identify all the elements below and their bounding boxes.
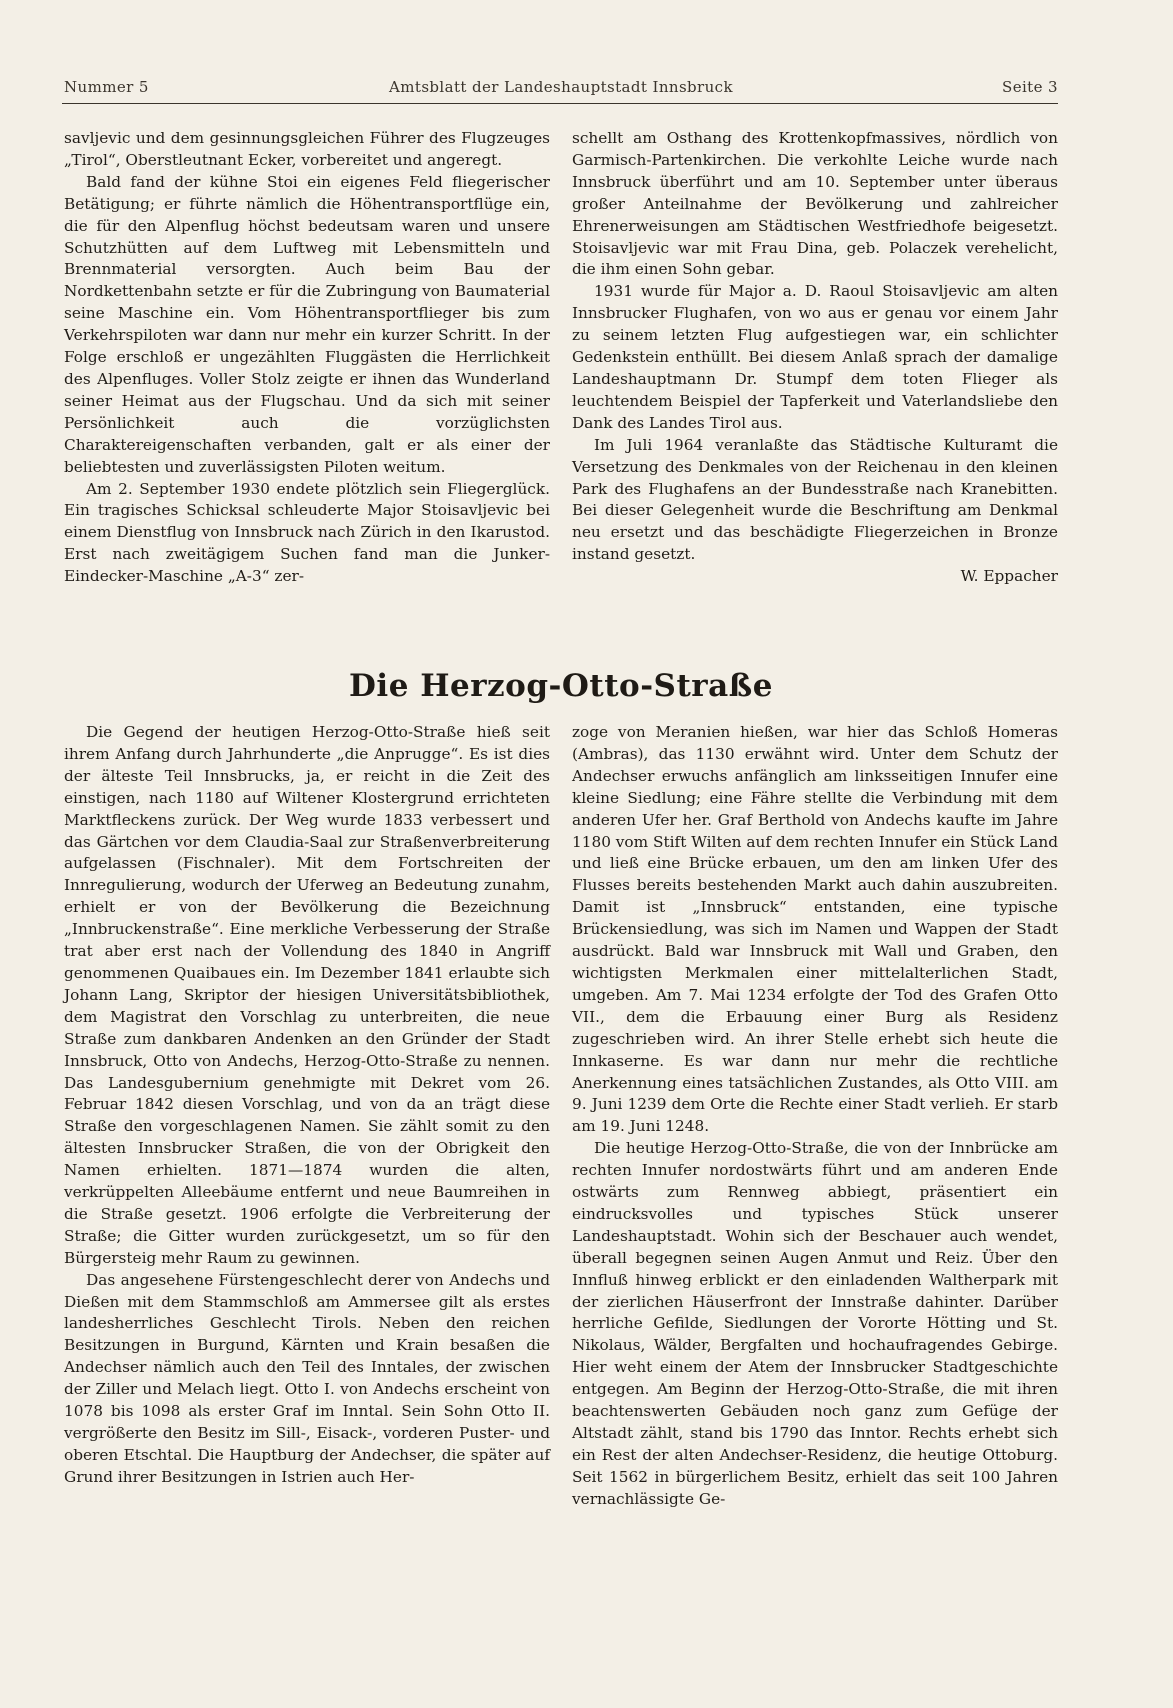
paragraph: savljevic und dem gesinnungsgleichen Führer des Flugzeuges „Tirol“, Oberstleutnant Ecker, vorbereitet und angeregt. <box>64 129 550 169</box>
paragraph: schellt am Osthang des Krottenkopfmassives, nördlich von Garmisch-Partenkirchen. Die verkohlte Leiche wurde nach Innsbruck überführt und am 10. September unter überaus großer Anteilnahme der Bevölkerung und zahlreicher Ehrenerweisungen am Städtischen Westfriedhofe beigesetzt. Stoisavljevic war mit Frau Dina, geb. Polaczek verehelicht, die ihm einen Sohn gebar. <box>572 129 1058 279</box>
paragraph: Das angesehene Fürstengeschlecht derer von Andechs und Dießen mit dem Stammschloß am Ammersee gilt als erstes landesherrliches Geschlecht Tirols. Neben den reichen Besitzungen in Burgund, Kärnten und Krain besaßen die Andechser nämlich auch den Teil des Inntales, der zwischen der Ziller und Melach liegt. Otto I. von Andechs erscheint von 1078 bis 1098 als erster Graf im Inntal. Sein Sohn Otto II. vergrößerte den Besitz im Sill-, Eisack-, vorderen Puster- und oberen Etschtal. Die Hauptburg der Andechser, die später auf Grund ihrer Besitzungen in Istrien auch Her- <box>64 1270 550 1486</box>
paragraph: Im Juli 1964 veranlaßte das Städtische Kulturamt die Versetzung des Denkmales von der Reichenau in den kleinen Park des Flughafens an der Bundesstraße nach Kranebitten. Bei dieser Gelegenheit wurde die Beschriftung am Denkmal neu ersetzt und das beschädigte Fliegerzeichen in Bronze instand gesetzt. <box>572 435 1058 564</box>
article2-column-right <box>572 722 1058 1511</box>
paragraph: zoge von Meranien hießen, war hier das Schloß Homeras (Ambras), das 1130 erwähnt wird. Unter dem Schutz der Andechser erwuchs anfänglich am linksseitigen Innufer eine kleine Siedlung; eine Fähre stellte die Verbindung mit dem anderen Ufer her. Graf Berthold von Andechs kaufte im Jahre 1180 vom Stift Wilten auf dem rechten Innufer ein Stück Land und ließ eine Brücke erbauen, um den am linken Ufer des Flusses bereits bestehenden Markt auch dahin auszubreiten. Damit ist „Innsbruck“ entstanden, eine typische Brückensiedlung, was sich im Namen und Wappen der Stadt ausdrückt. Bald war Innsbruck mit Wall und Graben, den wichtigsten Merkmalen einer mittelalterlichen Stadt, umgeben. Am 7. Mai 1234 erfolgte der Tod des Grafen Otto VII., dem die Erbauung einer Burg als Residenz zugeschrieben wird. An ihrer Stelle erhebt sich heute die Innkaserne. Es war dann nur mehr die rechtliche Anerkennung eines tatsächlichen Zustandes, als Otto VIII. am 9. Juni 1239 dem Orte die Rechte einer Stadt verlieh. Er starb am 19. Juni 1248. <box>572 723 1059 1136</box>
article-title: Die Herzog-Otto-Straße <box>349 668 773 704</box>
paragraph: Am 2. September 1930 endete plötzlich sein Fliegerglück. Ein tragisches Schicksal schleuderte Major Stoisavljevic bei einem Dienstflug von Innsbruck nach Zürich in den Ikarustod. Erst nach zweitägigem Suchen fand man die Junker-Eindecker-Maschine „A-3“ zer- <box>64 479 550 586</box>
paragraph: 1931 wurde für Major a. D. Raoul Stoisavljevic am alten Innsbrucker Flughafen, von wo aus er genau vor einem Jahr zu seinem letzten Flug aufgestiegen war, ein schlichter Gedenkstein enthüllt. Bei diesem Anlaß sprach der damalige Landeshauptmann Dr. Stumpf dem toten Flieger als leuchtendem Beispiel der Tapferkeit und Vaterlandsliebe den Dank des Landes Tirol aus. <box>572 282 1058 432</box>
article2-column-left <box>64 722 550 1489</box>
paragraph: Die heutige Herzog-Otto-Straße, die von der Innbrücke am rechten Innufer nordostwärts führt und am anderen Ende ostwärts zum Rennweg abbiegt, präsentiert ein eindrucksvolles und typisches Stück unserer Landeshauptstadt. Wohin sich der Beschauer auch wendet, überall begegnen seinen Augen Anmut und Reiz. Über den Innfluß hinweg erblickt er den einladenden Waltherpark mit der zierlichen Häuserfront der Innstraße dahinter. Darüber herrliche Gefilde, Siedlungen der Vororte Hötting und St. Nikolaus, Wälder, Bergfalten und hochaufragendes Gebirge. Hier weht einem der Atem der Innsbrucker Stadtgeschichte entgegen. Am Beginn der Herzog-Otto-Straße, die mit ihren beachtenswerten Gebäuden noch ganz zum Gefüge der Altstadt zählt, stand bis 1790 das Inntor. Rechts erhebt sich ein Rest der alten Andechser-Residenz, die heutige Ottoburg. Seit 1562 in bürgerlichem Besitz, erhielt das seit 100 Jahren vernachlässigte Ge- <box>572 1139 1058 1508</box>
page-number: Seite 3 <box>1002 78 1058 96</box>
article1-column-right <box>572 128 1058 588</box>
issue-number: Nummer 5 <box>64 78 149 96</box>
author-signature: W. Eppacher <box>960 567 1058 586</box>
paragraph: Bald fand der kühne Stoi ein eigenes Feld fliegerischer Betätigung; er führte nämlich die Höhentransportflüge ein, die für den Alpenflug höchst bedeutsam waren und unsere Schutzhütten auf dem Luftweg mit Lebensmitteln und Brennmaterial versorgten. Auch beim Bau der Nordkettenbahn setzte er für die Zubringung von Baumaterial seine Maschine ein. Vom Höhentransportflieger bis zum Verkehrspiloten war dann nur mehr ein kurzer Schritt. In der Folge erschloß er ungezählten Fluggästen die Herrlichkeit des Alpenfluges. Voller Stolz zeigte er ihnen das Wunderland seiner Heimat aus der Flugschau. Und da sich mit seiner Persönlichkeit auch die vorzüglichsten Charaktereigenschaften verbanden, galt er als einer der beliebtesten und zuverlässigsten Piloten weitum. <box>64 172 550 476</box>
publication-title: Amtsblatt der Landeshauptstadt Innsbruck <box>389 78 733 96</box>
article1-column-left <box>64 128 550 588</box>
paragraph: Die Gegend der heutigen Herzog-Otto-Straße hieß seit ihrem Anfang durch Jahrhunderte „die Anprugge“. Es ist dies der älteste Teil Innsbrucks, ja, er reicht in die Zeit des einstigen, nach 1180 auf Wiltener Klostergrund errichteten Marktfleckens zurück. Der Weg wurde 1833 verbessert und das Gärtchen vor dem Claudia-Saal zur Straßenverbreiterung aufgelassen (Fischnaler). Mit dem Fortschreiten der Innregulierung, wodurch der Uferweg an Bedeutung zunahm, erhielt er von der Bevölkerung die Bezeichnung „Innbruckenstraße“. Eine merkliche Verbesserung der Straße trat aber erst nach der Vollendung des 1840 in Angriff genommenen Quaibaues ein. Im Dezember 1841 erlaubte sich Johann Lang, Skriptor der hiesigen Universitätsbibliothek, dem Magistrat den Vorschlag zu unterbreiten, die neue Straße zum dankbaren Andenken an den Gründer der Stadt Innsbruck, Otto von Andechs, Herzog-Otto-Straße zu nennen. Das Landesgubernium genehmigte mit Dekret vom 26. Februar 1842 diesen Vorschlag, und von da an trägt diese Straße den vorgeschlagenen Namen. Sie zählt somit zu den ältesten Innsbrucker Straßen, die von der Obrigkeit den Namen erhielten. 1871—1874 wurden die alten, verkrüppelten Alleebäume entfernt und neue Baumreihen in die Straße gesetzt. 1906 erfolgte die Verbreiterung der Straße; die Gitter wurden zurückgesetzt, um so für den Bürgersteig mehr Raum zu gewinnen. <box>64 723 550 1267</box>
header-rule <box>62 103 1058 104</box>
